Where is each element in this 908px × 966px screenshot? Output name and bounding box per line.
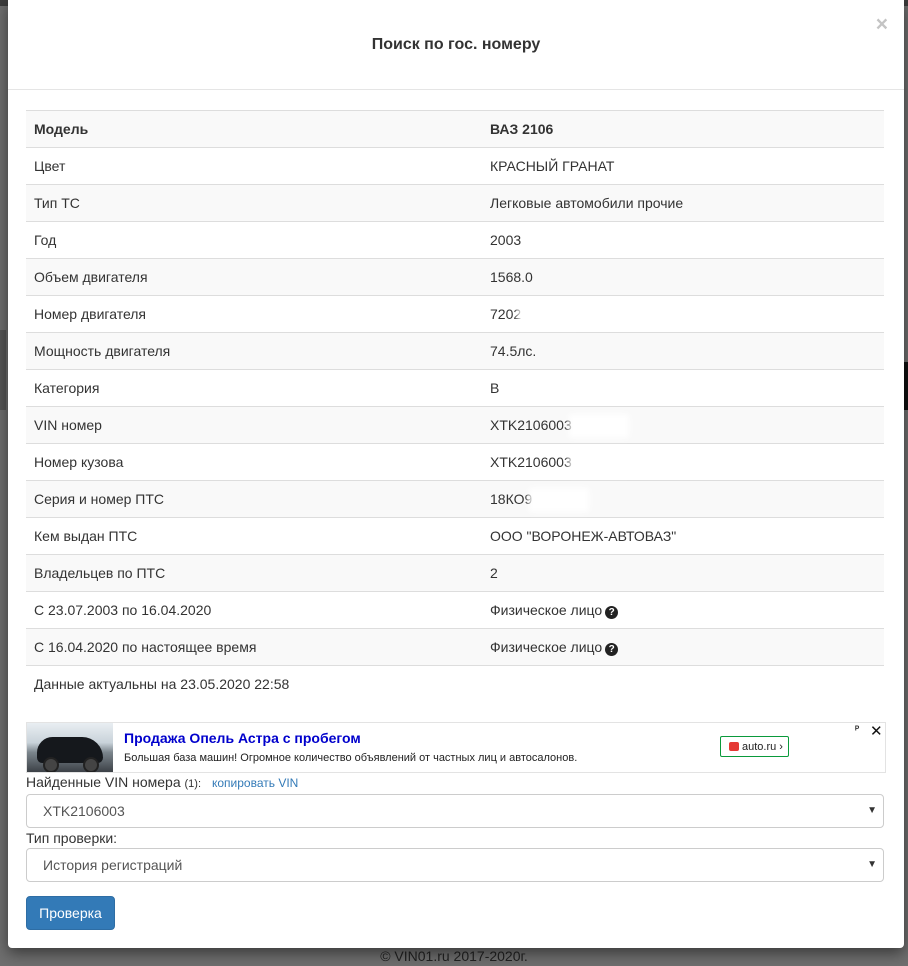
vin-found-label: [26, 774, 201, 790]
row-label: Номер кузова: [26, 444, 482, 481]
modal-title: Поиск по гос. номеру: [371, 36, 541, 53]
table-row: [26, 555, 884, 592]
check-type-value: История регистраций: [43, 857, 183, 873]
ad-title-link[interactable]: Продажа Опель Астра с пробегом: [124, 730, 361, 746]
owner-type: Физическое лицо: [490, 601, 603, 618]
row-value: ООО "ВОРОНЕЖ-АВТОВАЗ": [482, 518, 884, 555]
row-label: Серия и номер ПТС: [26, 481, 482, 518]
row-label: Тип ТС: [26, 185, 482, 222]
table-row: [26, 370, 884, 407]
row-value: B: [482, 370, 884, 407]
question-circle-icon[interactable]: ?: [605, 606, 618, 619]
row-label: Кем выдан ПТС: [26, 518, 482, 555]
row-value: [482, 592, 884, 629]
table-row: [26, 629, 884, 666]
row-value: 1568.0: [482, 259, 884, 296]
table-row: [26, 518, 884, 555]
row-label: Мощность двигателя: [26, 333, 482, 370]
row-label: Номер двигателя: [26, 296, 482, 333]
table-row: [26, 481, 884, 518]
vin-label-text: Найденные VIN номера: [26, 774, 181, 790]
row-label: С 16.04.2020 по настоящее время: [26, 629, 482, 666]
row-label: С 23.07.2003 по 16.04.2020: [26, 592, 482, 629]
row-value: [482, 444, 884, 481]
table-row: [26, 333, 884, 370]
search-modal: [8, 0, 904, 948]
vin-count: (1):: [184, 778, 201, 790]
pts-number: 18КО9: [490, 490, 533, 507]
table-row: [26, 592, 884, 629]
row-label: Модель: [26, 111, 482, 148]
check-type-label: Тип проверки:: [26, 830, 118, 846]
table-row: [26, 259, 884, 296]
row-value: Легковые автомобили прочие: [482, 185, 884, 222]
table-row: [26, 666, 884, 703]
ad-car-image[interactable]: [27, 723, 113, 772]
footer-copyright: © VIN01.ru 2017-2020г.: [380, 948, 528, 964]
close-button[interactable]: ×: [875, 13, 888, 36]
table-row: [26, 111, 884, 148]
data-actual-note: Данные актуальны на 23.05.2020 22:58: [26, 666, 884, 703]
table-row: [26, 444, 884, 481]
row-label: Цвет: [26, 148, 482, 185]
row-value: [482, 296, 884, 333]
row-value: КРАСНЫЙ ГРАНАТ: [482, 148, 884, 185]
car-wheel: [83, 757, 99, 772]
row-label: VIN номер: [26, 407, 482, 444]
car-wheel: [43, 757, 59, 772]
redaction-mask: [574, 419, 624, 433]
modal-header: [8, 0, 904, 90]
table-row: [26, 296, 884, 333]
row-value: [482, 407, 884, 444]
owner-type: Физическое лицо: [490, 638, 603, 655]
ad-button-label: auto.ru ›: [742, 741, 783, 753]
chevron-down-icon: ▼: [867, 805, 877, 816]
ad-banner[interactable]: [26, 722, 886, 773]
redaction-mask: [574, 456, 624, 470]
table-row: [26, 222, 884, 259]
check-type-select[interactable]: [26, 848, 884, 882]
check-button[interactable]: Проверка: [26, 896, 115, 930]
row-value: 74.5лс.: [482, 333, 884, 370]
ad-description: Большая база машин! Огромное количество объявлений от частных лиц и автосалонов.: [124, 752, 578, 764]
vin-select-value: XTK2106003: [43, 803, 125, 819]
row-value: [482, 629, 884, 666]
vin-select[interactable]: [26, 794, 884, 828]
table-row: [26, 185, 884, 222]
question-circle-icon[interactable]: ?: [605, 643, 618, 656]
auto-ru-logo-icon: [729, 742, 739, 751]
vin-number: XTK2106003: [490, 416, 572, 433]
row-value: 2: [482, 555, 884, 592]
body-number: XTK2106003: [490, 453, 572, 470]
table-row: [26, 407, 884, 444]
copy-vin-link[interactable]: копировать VIN: [212, 776, 299, 790]
row-value: [482, 481, 884, 518]
engine-number: 7202: [490, 305, 522, 322]
row-label: Категория: [26, 370, 482, 407]
row-value: ВАЗ 2106: [482, 111, 884, 148]
redaction-mask: [523, 308, 573, 322]
background-decor: [0, 330, 6, 410]
ad-marker-icon[interactable]: ᴾ: [855, 725, 860, 736]
row-label: Объем двигателя: [26, 259, 482, 296]
table-row: [26, 148, 884, 185]
ad-close-icon[interactable]: ✕: [870, 723, 883, 740]
row-label: Год: [26, 222, 482, 259]
vehicle-info-table: [26, 110, 884, 702]
row-value: 2003: [482, 222, 884, 259]
redaction-mask: [534, 493, 584, 507]
row-label: Владельцев по ПТС: [26, 555, 482, 592]
background-decor-right: [904, 362, 908, 410]
ad-site-button[interactable]: [720, 736, 789, 757]
chevron-down-icon: ▼: [867, 859, 877, 870]
